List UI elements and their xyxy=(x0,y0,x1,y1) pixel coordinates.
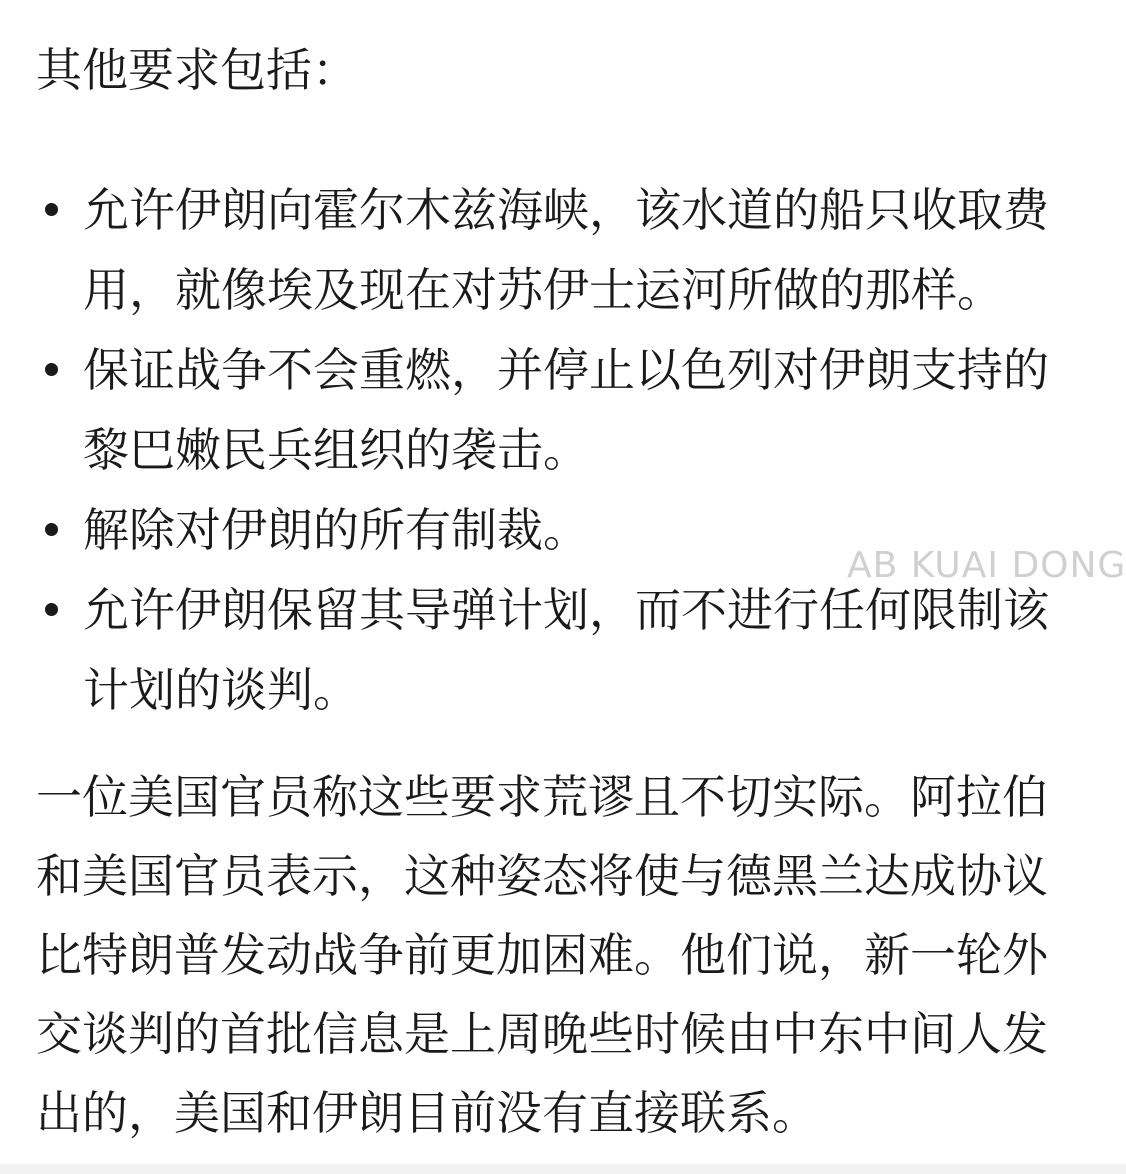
closing-paragraph: 一位美国官员称这些要求荒谬且不切实际。阿拉伯和美国官员表示，这种姿态将使与德黑兰达成协议比特朗普发动战争前更加困难。他们说，新一轮外交谈判的首批信息是上周晚些时候由中东中间人发出的，美国和伊朗目前没有直接联系。 xyxy=(36,770,1048,1140)
bullet-icon xyxy=(45,603,58,616)
list-item-text: 允许伊朗向霍尔木兹海峡，该水道的船只收取费用，就像埃及现在对苏伊士运河所做的那样。 xyxy=(83,183,1049,317)
list-item-text: 保证战争不会重燃，并停止以色列对伊朗支持的黎巴嫩民兵组织的袭击。 xyxy=(83,343,1049,477)
list-item-text: 允许伊朗保留其导弹计划，而不进行任何限制该计划的谈判。 xyxy=(83,583,1049,717)
bullet-icon xyxy=(45,523,58,536)
intro-paragraph: 其他要求包括： xyxy=(36,43,358,97)
watermark: AB KUAI DONG xyxy=(847,545,1126,586)
list-item xyxy=(36,570,1092,730)
bullet-icon xyxy=(45,203,58,216)
list-item xyxy=(36,330,1092,490)
demands-list xyxy=(36,170,1092,730)
list-item xyxy=(36,170,1092,330)
bottom-divider xyxy=(0,1164,1126,1174)
bullet-icon xyxy=(45,363,58,376)
list-item-text: 解除对伊朗的所有制裁。 xyxy=(83,503,589,557)
